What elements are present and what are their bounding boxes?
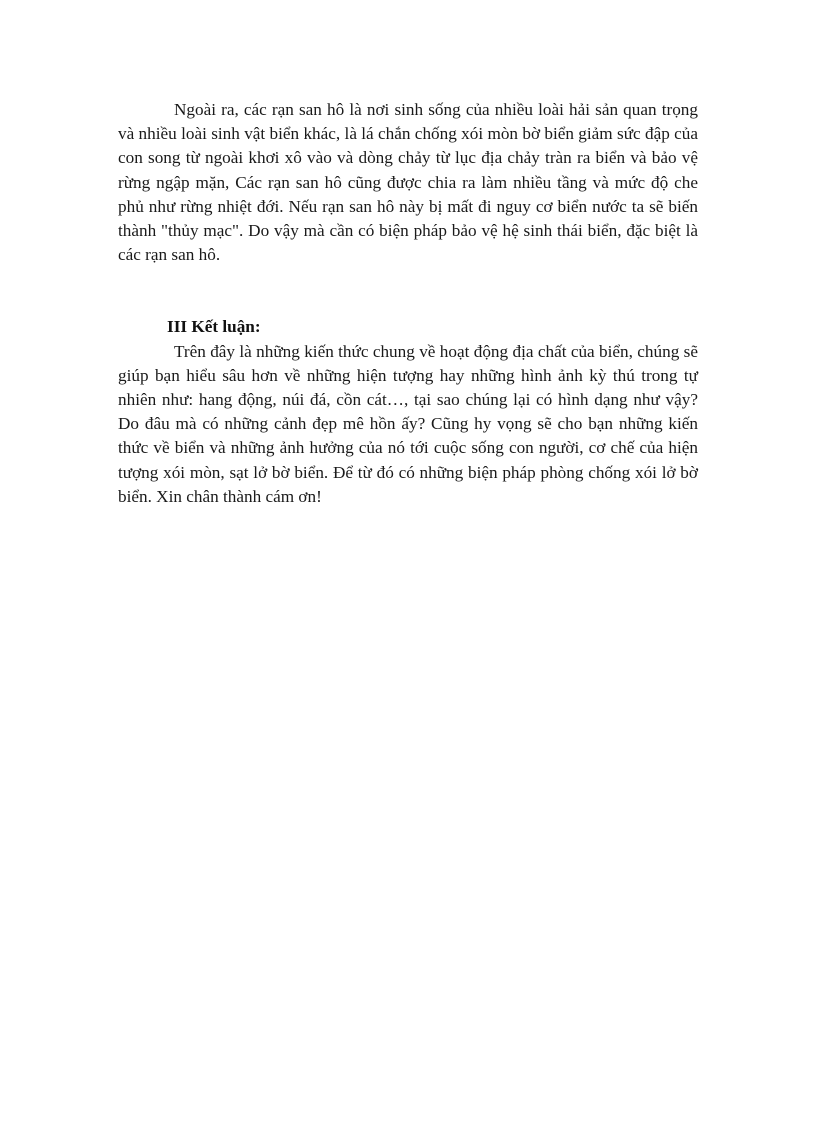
intro-paragraph: Ngoài ra, các rạn san hô là nơi sinh sống của nhiều loài hải sản quan trọng và nhiều loài sinh vật biển khác, là lá chắn chống xói mòn bờ biển giảm sức đập của con song từ ngoài khơi xô vào và dòng chảy từ lục địa chảy tràn ra biển và bảo vệ rừng ngập mặn, Các rạn san hô cũng được chia ra làm nhiều tầng và mức độ che phủ như rừng nhiệt đới. Nếu rạn san hô này bị mất đi nguy cơ biển nước ta sẽ biến thành "thủy mạc". Do vậy mà cần có biện pháp bảo vệ hệ sinh thái biển, đặc biệt là các rạn san hô. (118, 100, 698, 265)
document-body (118, 98, 698, 509)
conclusion-paragraph: Trên đây là những kiến thức chung về hoạt động địa chất của biển, chúng sẽ giúp bạn hiểu sâu hơn về những hiện tượng hay những hình ảnh kỳ thú trong tự nhiên như: hang động, núi đá, cồn cát…, tại sao chúng lại có hình dạng như vậy? Do đâu mà có những cảnh đẹp mê hồn ấy? Cũng hy vọng sẽ cho bạn những kiến thức về biển và những ảnh hưởng của nó tới cuộc sống con người, cơ chế của hiện tượng xói mòn, sạt lở bờ biển. Để từ đó có những biện pháp phòng chống xói lở bờ biển. Xin chân thành cám ơn! (118, 341, 698, 506)
section-heading-conclusion: III Kết luận: (167, 317, 261, 337)
